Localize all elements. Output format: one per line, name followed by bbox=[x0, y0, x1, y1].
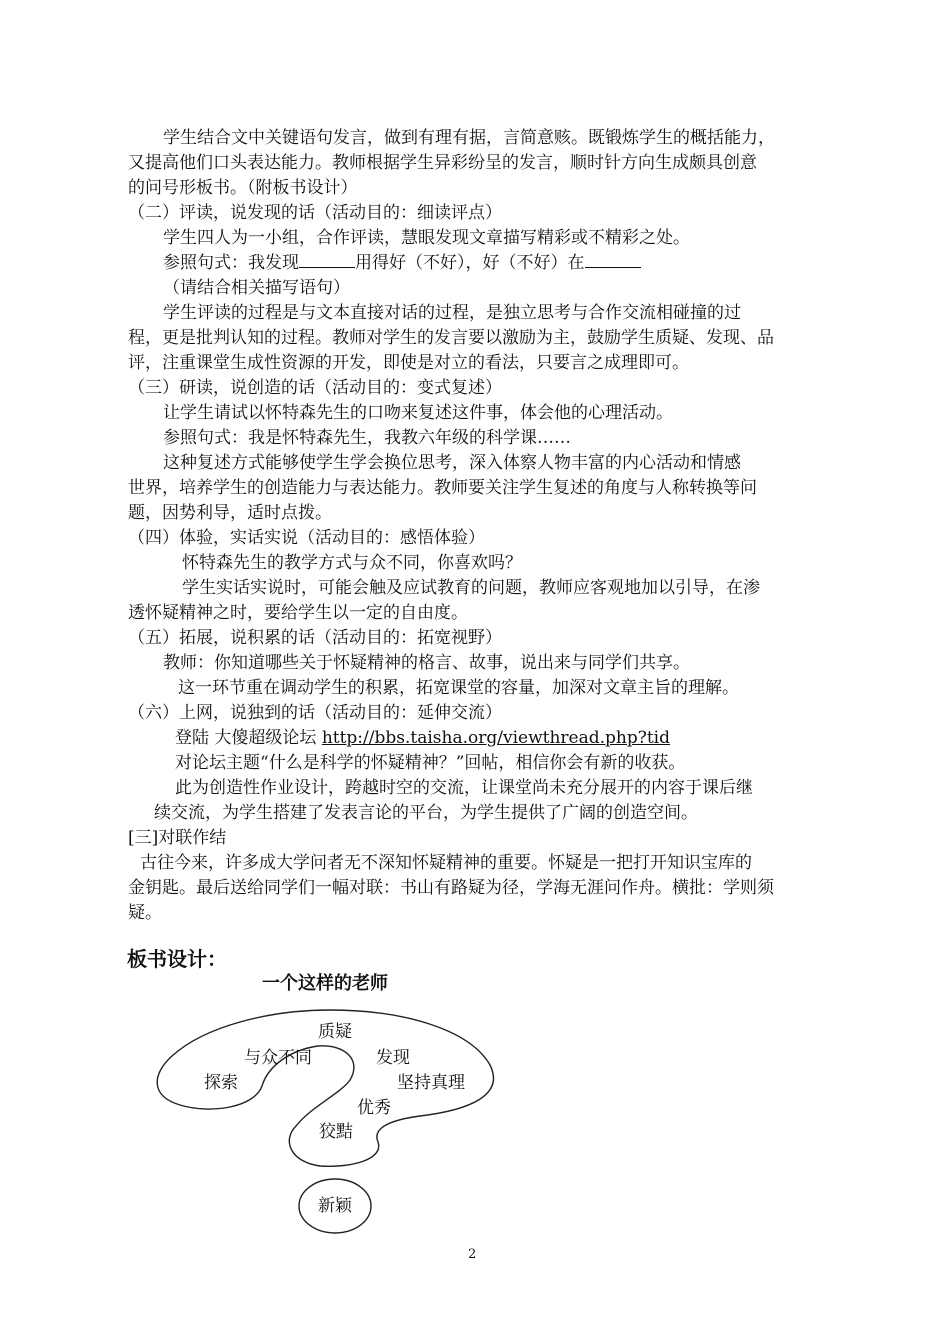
paragraph-line: 续交流，为学生搭建了发表言论的平台，为学生提供了广阔的创造空间。 bbox=[154, 803, 698, 823]
forum-login-text: 登陆 大傻超级论坛 bbox=[175, 728, 322, 748]
paragraph-line: 学生结合文中关键语句发言，做到有理有据，言简意赅。既锻炼学生的概括能力， bbox=[163, 128, 775, 148]
paragraph-line: 的问号形板书。（附板书设计） bbox=[128, 178, 358, 198]
paragraph-line: 此为创造性作业设计，跨越时空的交流，让课堂尚未充分展开的内容于课后继 bbox=[175, 778, 753, 798]
forum-link[interactable]: http://bbs.taisha.org/viewthread.php?tid bbox=[321, 728, 670, 748]
paragraph-line: 古往今来，许多成大学问者无不深知怀疑精神的重要。怀疑是一把打开知识宝库的 bbox=[140, 853, 752, 873]
section-heading-5: （五）拓展，说积累的话（活动目的：拓宽视野） bbox=[128, 628, 502, 648]
board-design-heading: 板书设计： bbox=[127, 947, 227, 971]
reference-sentence-part: 参照句式：我发现 bbox=[163, 253, 299, 273]
board-word-jiaoxia: 狡黠 bbox=[319, 1122, 353, 1142]
paragraph-line: 这种复述方式能够使学生学会换位思考，深入体察人物丰富的内心活动和情感 bbox=[163, 453, 741, 473]
paragraph-line: 世界，培养学生的创造能力与表达能力。教师要关注学生复述的角度与人称转换等问 bbox=[128, 478, 757, 498]
reference-sentence: 参照句式：我是怀特森先生，我教六年级的科学课…… bbox=[163, 428, 571, 448]
paragraph-line: 这一环节重在调动学生的积累，拓宽课堂的容量，加深对文章主旨的理解。 bbox=[178, 678, 739, 698]
board-word-yuzhongbutong: 与众不同 bbox=[244, 1048, 312, 1068]
reference-sentence-part: 用得好（不好），好（不好）在 bbox=[355, 253, 585, 273]
paragraph-line: 让学生请试以怀特森先生的口吻来复述这件事，体会他的心理活动。 bbox=[163, 403, 673, 423]
paragraph-line: 评，注重课堂生成性资源的开发，即使是对立的看法，只要言之成理即可。 bbox=[128, 353, 689, 373]
reference-note: （请结合相关描写语句） bbox=[163, 278, 350, 298]
paragraph-line: 程，更是批判认知的过程。教师对学生的发言要以激励为主，鼓励学生质疑、发现、品 bbox=[128, 328, 774, 348]
board-word-tansuo: 探索 bbox=[204, 1073, 238, 1093]
board-word-youxiu: 优秀 bbox=[357, 1098, 391, 1118]
board-word-zhiyi: 质疑 bbox=[318, 1022, 352, 1042]
section-heading-4: （四）体验，实话实说（活动目的：感悟体验） bbox=[128, 528, 485, 548]
paragraph-line: 学生四人为一小组，合作评读，慧眼发现文章描写精彩或不精彩之处。 bbox=[163, 228, 690, 248]
section-heading-3: （三）研读，说创造的话（活动目的：变式复述） bbox=[128, 378, 502, 398]
section-heading-2: （二）评读，说发现的话（活动目的：细读评点） bbox=[128, 203, 502, 223]
board-title: 一个这样的老师 bbox=[262, 973, 388, 994]
paragraph-line: 学生评读的过程是与文本直接对话的过程，是独立思考与合作交流相碰撞的过 bbox=[163, 303, 741, 323]
paragraph-line: 金钥匙。最后送给同学们一幅对联：书山有路疑为径，学海无涯问作舟。横批：学则须 bbox=[128, 878, 774, 898]
paragraph-line: 透怀疑精神之时，要给学生以一定的自由度。 bbox=[128, 603, 468, 623]
paragraph-line: 教师：你知道哪些关于怀疑精神的格言、故事，说出来与同学们共享。 bbox=[163, 653, 690, 673]
paragraph-line: 疑。 bbox=[128, 903, 162, 923]
paragraph-line: 对论坛主题“什么是科学的怀疑精神？”回帖，相信你会有新的收获。 bbox=[175, 753, 686, 773]
section-heading-7: [三]对联作结 bbox=[128, 828, 227, 848]
section-heading-6: （六）上网，说独到的话（活动目的：延伸交流） bbox=[128, 703, 502, 723]
page-number: 2 bbox=[468, 1247, 477, 1262]
paragraph-line: 题，因势利导，适时点拨。 bbox=[128, 503, 332, 523]
paragraph-line: 学生实话实说时，可能会触及应试教育的问题，教师应客观地加以引导，在渗 bbox=[182, 578, 760, 598]
board-word-xinying: 新颖 bbox=[318, 1196, 352, 1216]
paragraph-line: 怀特森先生的教学方式与众不同，你喜欢吗？ bbox=[182, 553, 522, 573]
board-word-faxian: 发现 bbox=[376, 1048, 410, 1068]
board-word-jianchi: 坚持真理 bbox=[397, 1073, 465, 1093]
paragraph-line: 又提高他们口头表达能力。教师根据学生异彩纷呈的发言，顺时针方向生成颇具创意 bbox=[128, 153, 757, 173]
